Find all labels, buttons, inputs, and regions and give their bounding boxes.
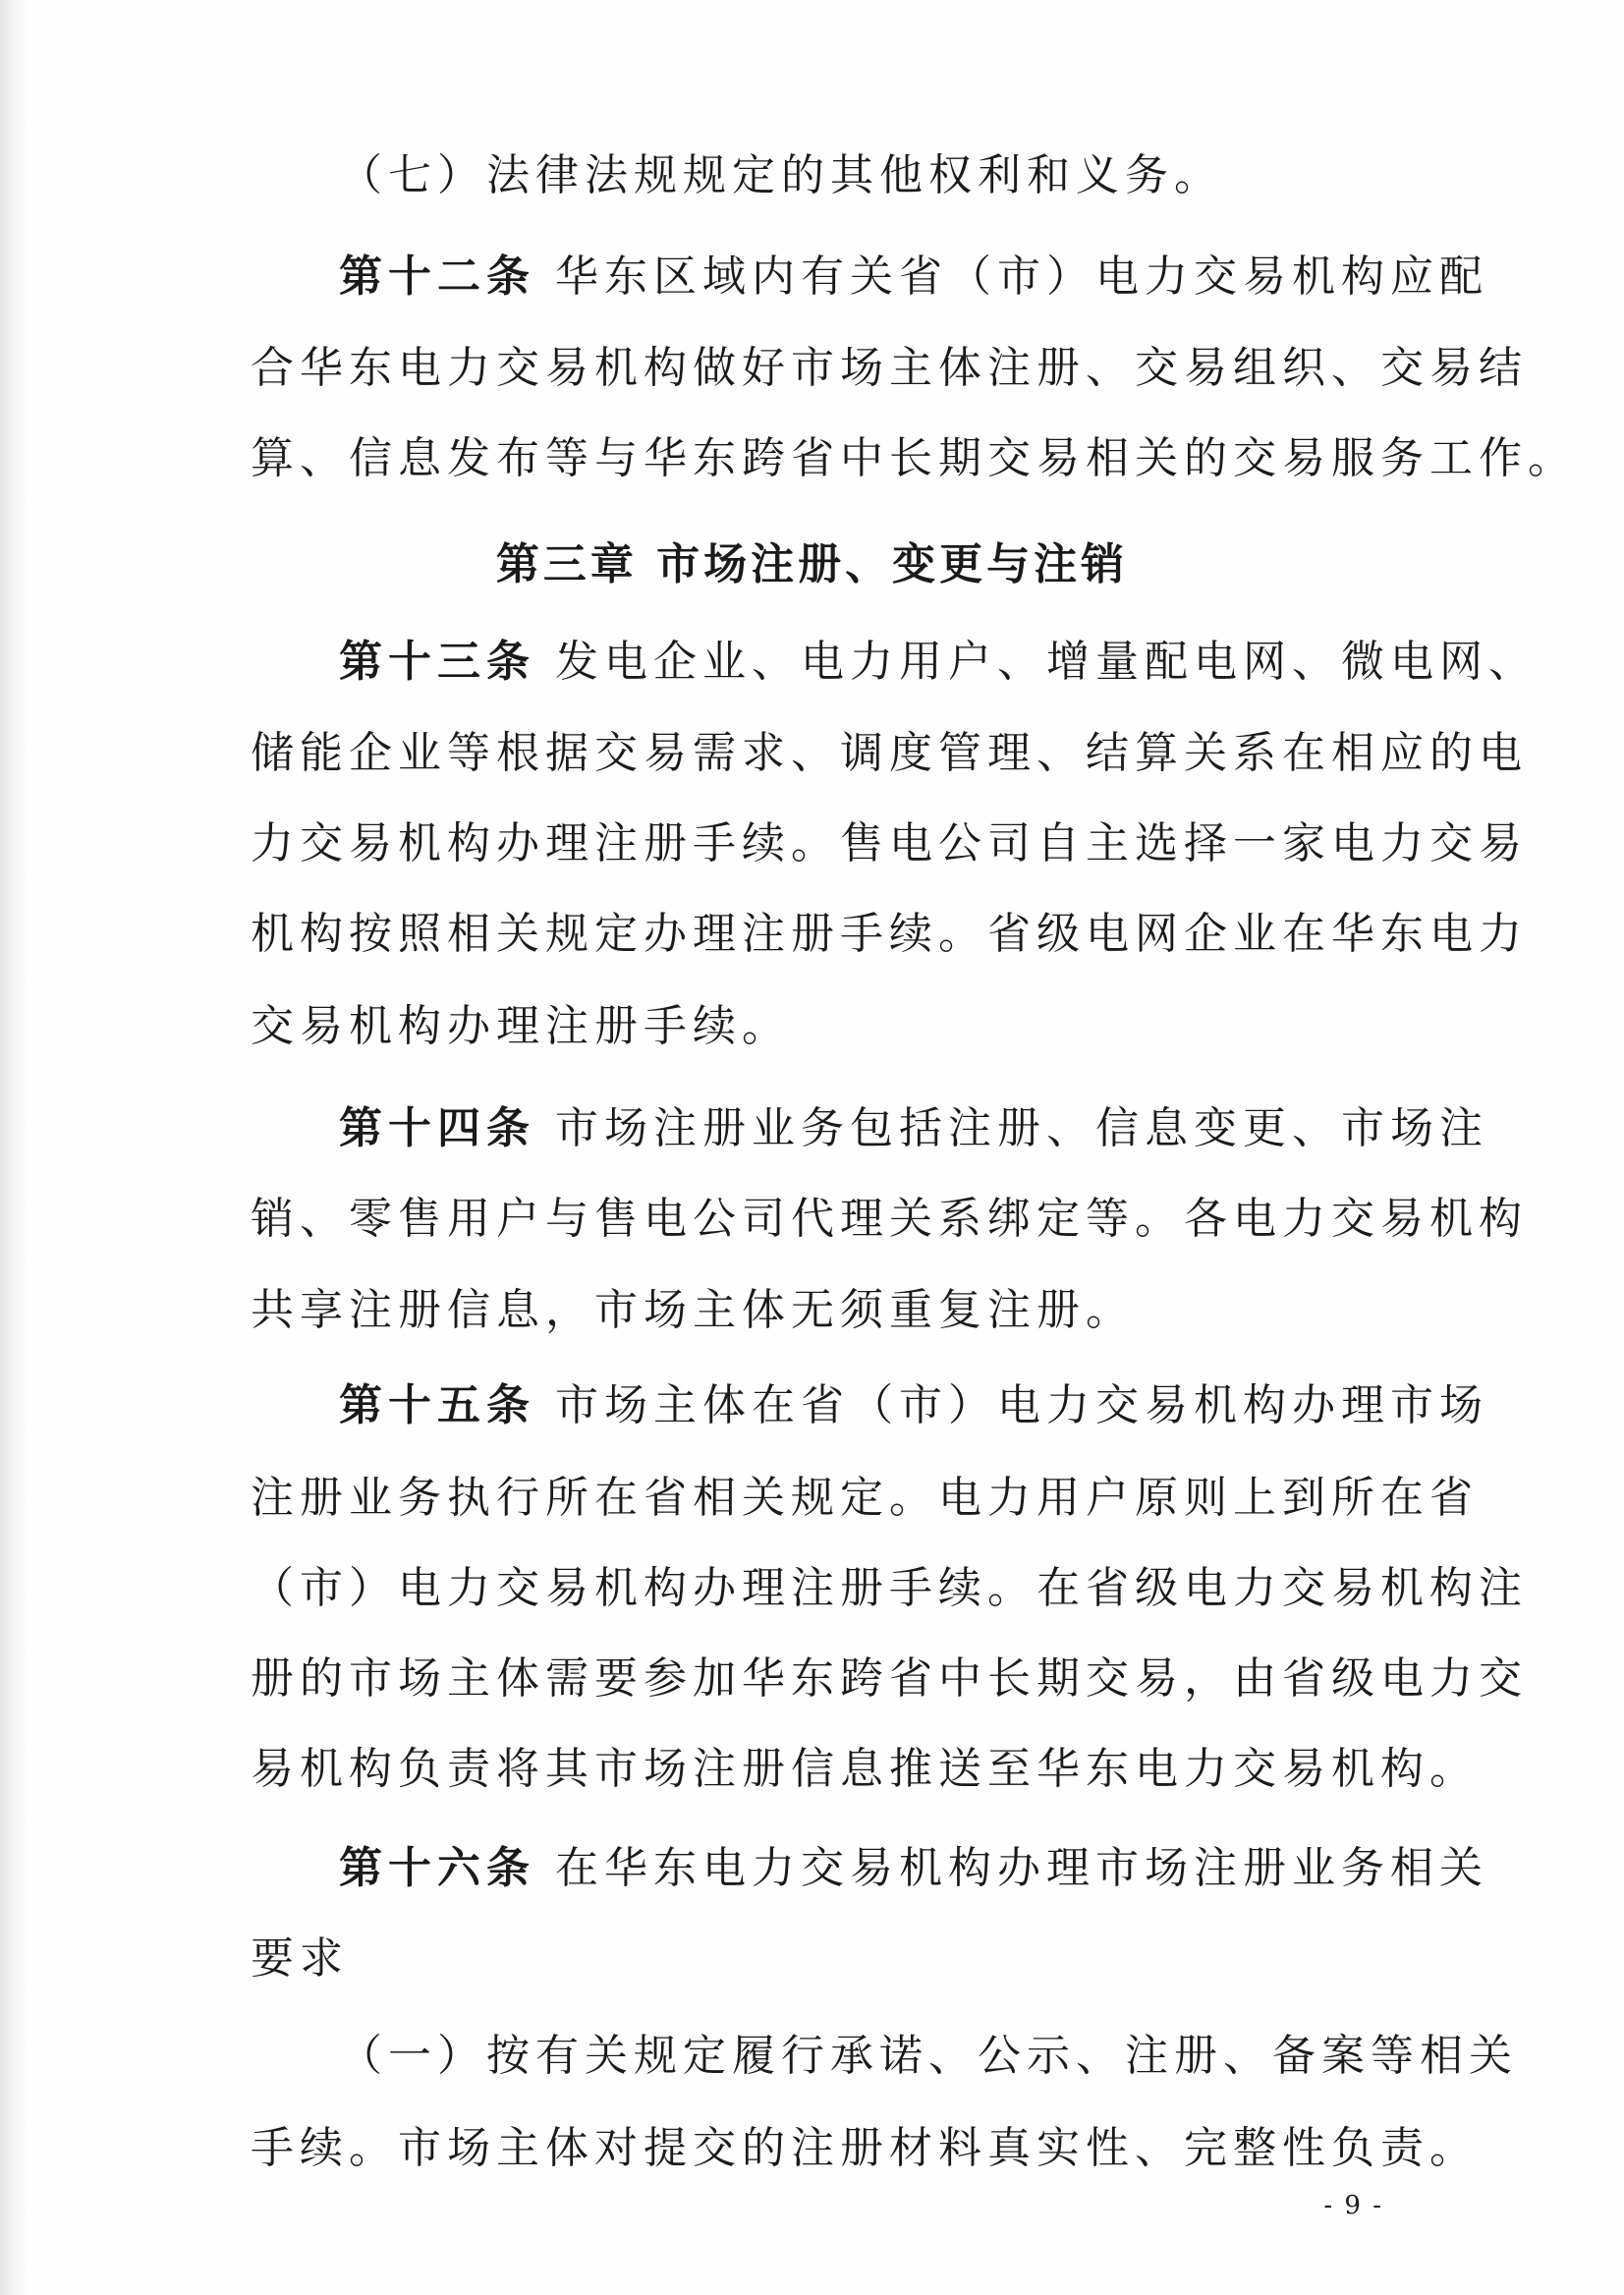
line-text: 册的市场主体需要参加华东跨省中长期交易，由省级电力交: [251, 1653, 1528, 1704]
line-text: 发电企业、电力用户、增量配电网、微电网、: [535, 637, 1538, 687]
line-text: 合华东电力交易机构做好市场主体注册、交易组织、交易结: [251, 343, 1528, 393]
article-13-line: [339, 634, 1538, 691]
line-text: 储能企业等根据交易需求、调度管理、结算关系在相应的电: [251, 728, 1528, 778]
article-15-line: [339, 1377, 1488, 1434]
line-text: 手续。市场主体对提交的注册材料真实性、完整性负责。: [251, 2123, 1479, 2173]
paragraph-line: [339, 2028, 1518, 2085]
line-text: 注册业务执行所在省相关规定。电力用户原则上到所在省: [251, 1473, 1479, 1523]
paragraph-line: [251, 1191, 1528, 1248]
paragraph-line: [251, 2120, 1479, 2177]
line-text: 交易机构办理注册手续。: [251, 1001, 791, 1051]
article-16-line: [339, 1840, 1488, 1897]
article-label: 第十五条: [339, 1380, 535, 1430]
line-text: （七）法律法规规定的其他权利和义务。: [339, 150, 1223, 200]
paragraph-line: [251, 906, 1528, 963]
article-14-line: [339, 1100, 1488, 1157]
paragraph-line: [251, 1931, 349, 1987]
line-text: 易机构负责将其市场注册信息推送至华东电力交易机构。: [251, 1744, 1479, 1794]
line-text: 力交易机构办理注册手续。售电公司自主选择一家电力交易: [251, 818, 1528, 868]
article-label: 第十四条: [339, 1103, 535, 1153]
chapter-heading: 第三章 市场注册、变更与注销: [495, 539, 1129, 589]
paragraph-line: [251, 725, 1528, 782]
line-text: （一）按有关规定履行承诺、公示、注册、备案等相关: [339, 2031, 1518, 2081]
line-text: 华东区域内有关省（市）电力交易机构应配: [535, 252, 1488, 302]
page-number: - 9 -: [1323, 2191, 1383, 2220]
paragraph-line: [251, 1651, 1528, 1707]
paragraph-line: [251, 1470, 1479, 1527]
paragraph-line: [251, 1282, 1135, 1339]
scan-edge-shadow: [0, 0, 28, 2295]
line-text: 市场主体在省（市）电力交易机构办理市场: [535, 1380, 1488, 1430]
paragraph-line: [251, 430, 1577, 487]
line-text: 销、零售用户与售电公司代理关系绑定等。各电力交易机构: [251, 1194, 1528, 1244]
article-label: 第十六条: [339, 1843, 535, 1893]
line-text: 市场注册业务包括注册、信息变更、市场注: [535, 1103, 1488, 1153]
line-text: （市）电力交易机构办理注册手续。在省级电力交易机构注: [251, 1563, 1528, 1613]
line-text: 机构按照相关规定办理注册手续。省级电网企业在华东电力: [251, 909, 1528, 959]
paragraph-line: [251, 340, 1528, 397]
paragraph-line: [251, 1741, 1479, 1798]
paragraph-line: [339, 147, 1223, 204]
article-12-line: [339, 249, 1488, 306]
paragraph-line: [251, 815, 1528, 872]
line-text: 共享注册信息，市场主体无须重复注册。: [251, 1285, 1135, 1335]
article-label: 第十三条: [339, 637, 535, 687]
line-text: 在华东电力交易机构办理市场注册业务相关: [535, 1843, 1488, 1893]
line-text: 算、信息发布等与华东跨省中长期交易相关的交易服务工作。: [251, 433, 1577, 483]
article-label: 第十二条: [339, 252, 535, 302]
paragraph-line: [251, 1560, 1528, 1617]
paragraph-line: [251, 998, 791, 1055]
line-text: 要求: [251, 1933, 349, 1984]
